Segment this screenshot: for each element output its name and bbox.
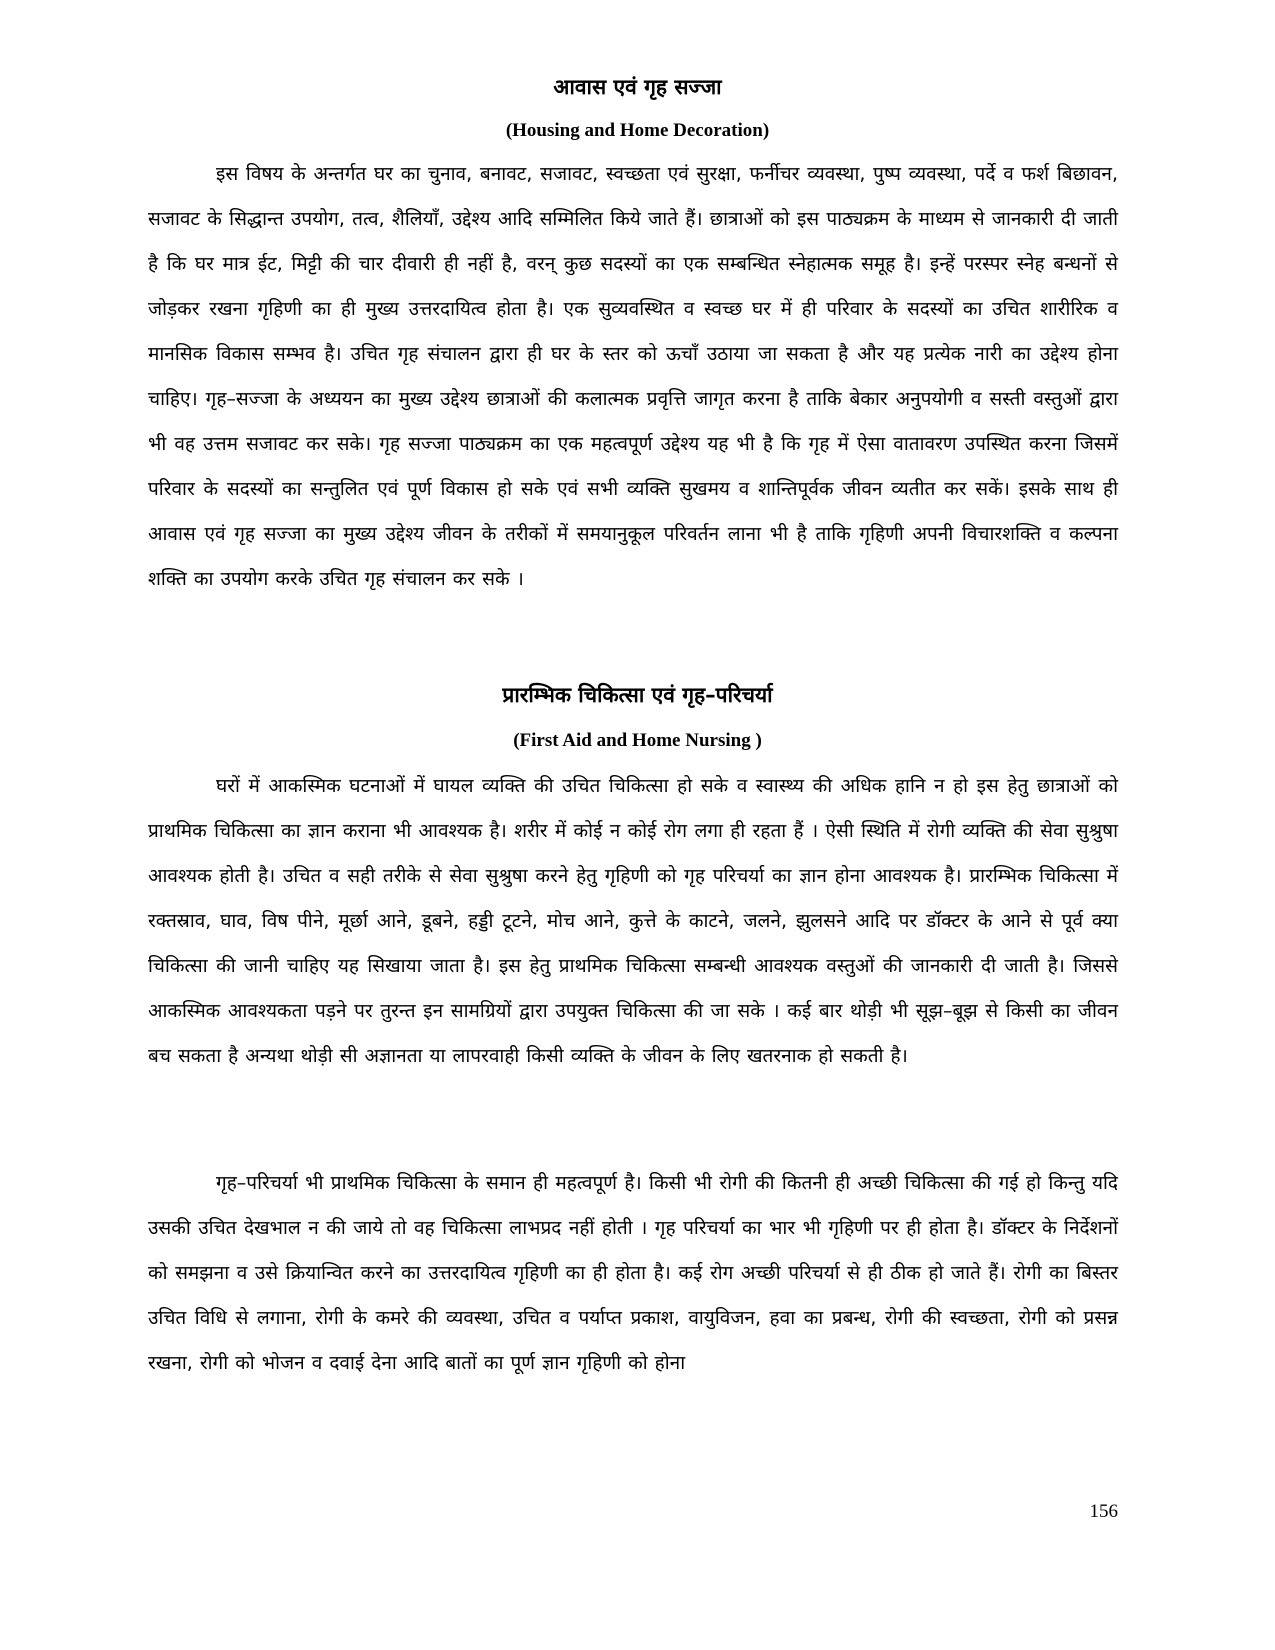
section-heading-housing: आवास एवं गृह सज्जा: [553, 75, 722, 99]
section-heading-first-aid: प्रारम्भिक चिकित्सा एवं गृह–परिचर्या: [502, 683, 773, 707]
section-subheading-housing: (Housing and Home Decoration): [505, 120, 770, 141]
page-number: 156: [1089, 1501, 1118, 1522]
section-subheading-first-aid: (First Aid and Home Nursing ): [513, 730, 762, 751]
paragraph-first-aid: घरों में आकस्मिक घटनाओं में घायल व्यक्ति की उचित चिकित्सा हो सके व स्वास्थ्य की अधिक हानि न हो इस हेतु छात्राओं को प्राथमिक चिकित्सा का ज्ञान कराना भी आवश्यक है। शरीर में कोई न कोई रोग लगा ही रहता हैं । ऐसी स्थिति में रोगी व्यक्ति की सेवा सुश्रुषा आवश्यक होती है। उचित व सही तरीके से सेवा सुश्रुषा करने हेतु गृहिणी को गृह परिचर्या का ज्ञान होना आवश्यक है। प्रारम्भिक चिकित्सा में रक्तस्राव, घाव, विष पीने, मूर्छा आने, डूबने, हड्डी टूटने, मोच आने, कुत्ते के काटने, जलने, झुलसने आदि पर डॉक्टर के आने से पूर्व क्या चिकित्सा की जानी चाहिए यह सिखाया जाता है। इस हेतु प्राथमिक चिकित्सा सम्बन्धी आवश्यक वस्तुओं की जानकारी दी जाती है। जिससे आकस्मिक आवश्यकता पड़ने पर तुरन्त इन सामग्रियों द्वारा उपयुक्त चिकित्सा की जा सके । कई बार थोड़ी भी सूझ–बूझ से किसी का जीवन बच सकता है अन्यथा थोड़ी सी अज्ञानता या लापरवाही किसी व्यक्ति के जीवन के लिए खतरनाक हो सकती है।: [148, 775, 1118, 1067]
paragraph-home-nursing: गृह–परिचर्या भी प्राथमिक चिकित्सा के समान ही महत्वपूर्ण है। किसी भी रोगी की कितनी ही अच्छी चिकित्सा की गई हो किन्तु यदि उसकी उचित देखभाल न की जाये तो वह चिकित्सा लाभप्रद नहीं होती । गृह परिचर्या का भार भी गृहिणी पर ही होता है। डॉक्टर के निर्देशनों को समझना व उसे क्रियान्वित करने का उत्तरदायित्व गृहिणी का ही होता है। कई रोग अच्छी परिचर्या से ही ठीक हो जाते हैं। रोगी का बिस्तर उचित विधि से लगाना, रोगी के कमरे की व्यवस्था, उचित व पर्याप्त प्रकाश, वायुविजन, हवा का प्रबन्ध, रोगी की स्वच्छता, रोगी को प्रसन्न रखना, रोगी को भोजन व दवाई देना आदि बातों का पूर्ण ज्ञान गृहिणी को होना: [148, 1172, 1118, 1374]
paragraph-housing: इस विषय के अन्तर्गत घर का चुनाव, बनावट, सजावट, स्वच्छता एवं सुरक्षा, फर्नीचर व्यवस्था, पुष्प व्यवस्था, पर्दे व फर्श बिछावन, सजावट के सिद्धान्त उपयोग, तत्व, शैलियाँ, उद्देश्य आदि सम्मिलित किये जाते हैं। छात्राओं को इस पाठ्यक्रम के माध्यम से जानकारी दी जाती है कि घर मात्र ईट, मिट्टी की चार दीवारी ही नहीं है, वरन् कुछ सदस्यों का एक सम्बन्धित स्नेहात्मक समूह है। इन्हें परस्पर स्नेह बन्धनों से जोड़कर रखना गृहिणी का ही मुख्य उत्तरदायित्व होता है। एक सुव्यवस्थित व स्वच्छ घर में ही परिवार के सदस्यों का उचित शारीरिक व मानसिक विकास सम्भव है। उचित गृह संचालन द्वारा ही घर के स्तर को ऊचाँ उठाया जा सकता है और यह प्रत्येक नारी का उद्देश्य होना चाहिए। गृह–सज्जा के अध्ययन का मुख्य उद्देश्य छात्राओं की कलात्मक प्रवृत्ति जागृत करना है ताकि बेकार अनुपयोगी व सस्ती वस्तुओं द्वारा भी वह उत्तम सजावट कर सके। गृह सज्जा पाठ्यक्रम का एक महत्वपूर्ण उद्देश्य यह भी है कि गृह में ऐसा वातावरण उपस्थित करना जिसमें परिवार के सदस्यों का सन्तुलित एवं पूर्ण विकास हो सके एवं सभी व्यक्ति सुखमय व शान्तिपूर्वक जीवन व्यतीत कर सकें। इसके साथ ही आवास एवं गृह सज्जा का मुख्य उद्देश्य जीवन के तरीकों में समयानुकूल परिवर्तन लाना भी है ताकि गृहिणी अपनी विचारशक्ति व कल्पना शक्ति का उपयोग करके उचित गृह संचालन कर सके ।: [148, 163, 1118, 590]
